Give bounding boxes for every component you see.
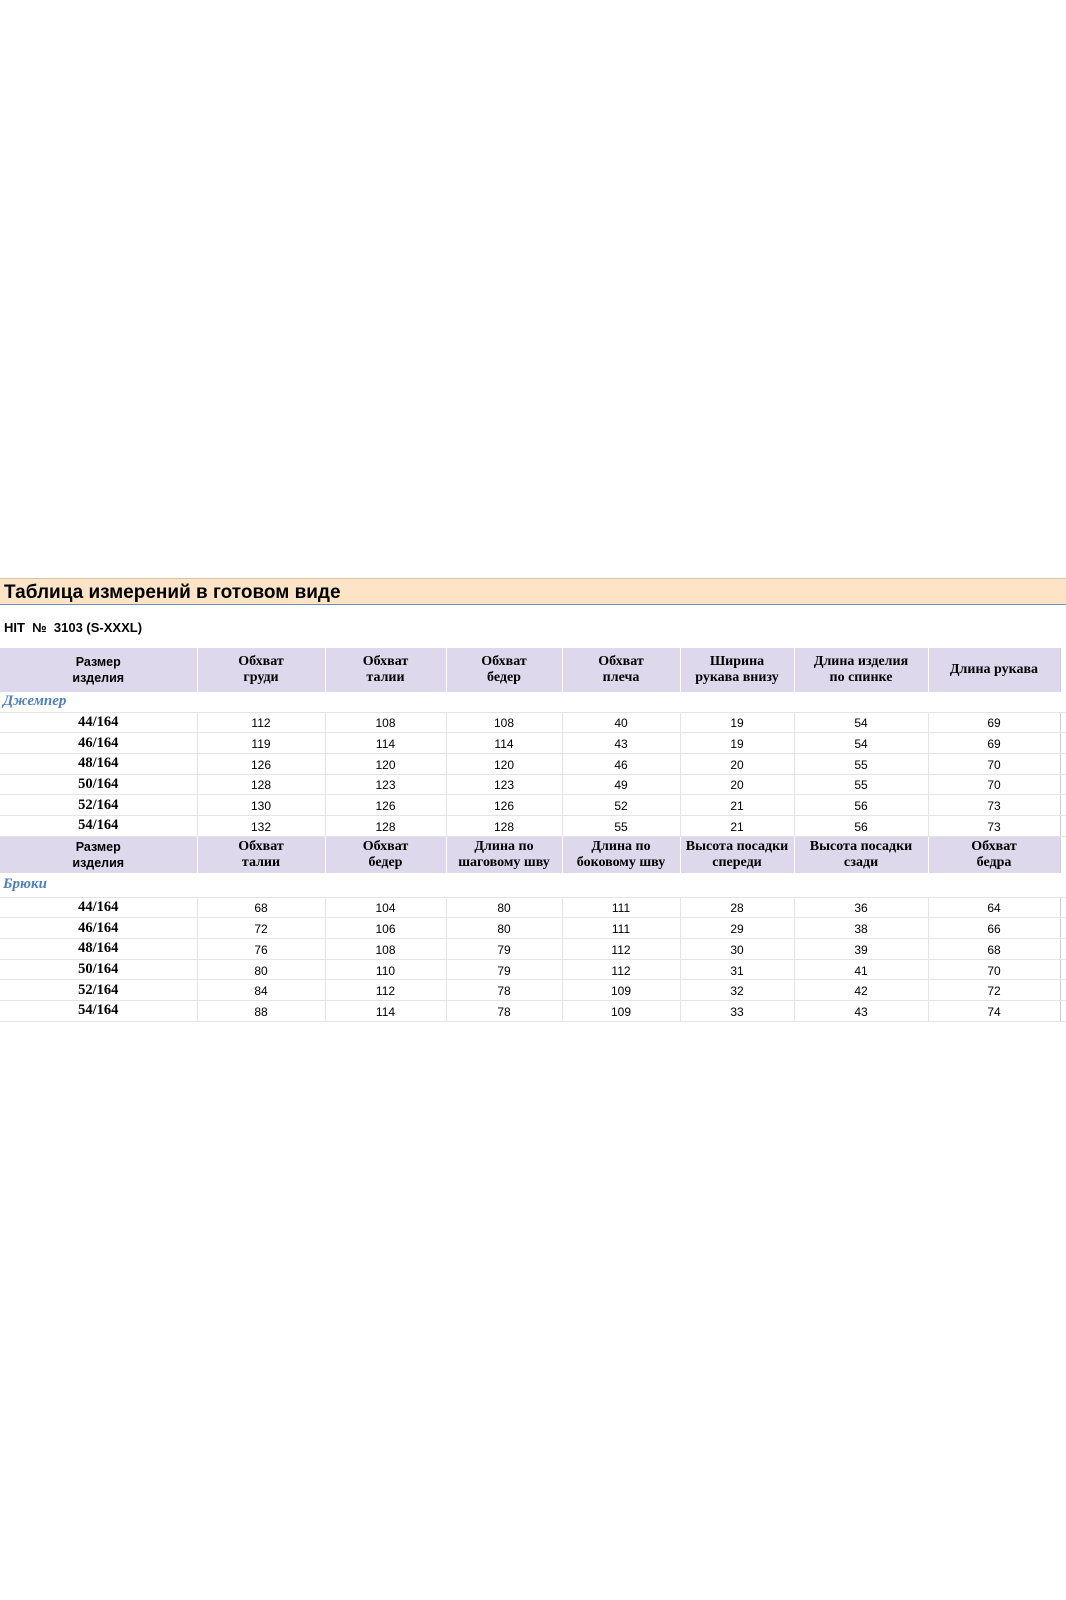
value-cell: 19: [680, 712, 794, 733]
header-text: талии: [366, 670, 405, 685]
table-edge: [1060, 939, 1066, 960]
value-cell: 126: [325, 795, 446, 816]
value-cell: 109: [562, 980, 680, 1001]
value-cell: 70: [928, 959, 1060, 980]
value-cell: 52: [562, 795, 680, 816]
table-edge: [1060, 918, 1066, 939]
value-cell: 21: [680, 795, 794, 816]
table-row: [0, 753, 1066, 774]
value-cell: 119: [197, 733, 325, 754]
header-text: Длина изделия: [813, 654, 909, 669]
value-cell: 88: [197, 1001, 325, 1022]
value-cell: 109: [562, 1001, 680, 1022]
value-cell: 132: [197, 815, 325, 836]
value-cell: 36: [794, 897, 928, 918]
value-cell: 68: [197, 897, 325, 918]
value-cell: 54: [794, 733, 928, 754]
size-chart-table: [0, 648, 1066, 1022]
trousers-section-label: Брюки: [0, 873, 1066, 897]
table-edge: [1060, 980, 1066, 1001]
value-cell: 64: [928, 897, 1060, 918]
value-cell: 120: [325, 753, 446, 774]
table-row: [0, 897, 1066, 918]
jumper-header-row: [0, 648, 1066, 692]
header-text: боковому шву: [576, 854, 666, 870]
value-cell: 19: [680, 733, 794, 754]
value-cell: 78: [446, 980, 562, 1001]
header-text: Высота посадки: [685, 838, 789, 854]
value-cell: 49: [562, 774, 680, 795]
header-text: талии: [241, 854, 281, 870]
value-cell: 38: [794, 918, 928, 939]
value-cell: 28: [680, 897, 794, 918]
size-cell: 48/164: [0, 939, 197, 960]
value-cell: 128: [197, 774, 325, 795]
value-cell: 29: [680, 918, 794, 939]
jumper-header-cell: [0, 648, 197, 692]
value-cell: 79: [446, 939, 562, 960]
table-row: [0, 733, 1066, 754]
trousers-header-cell: [928, 836, 1060, 873]
value-cell: 78: [446, 1001, 562, 1022]
trousers-header-cell: [794, 836, 928, 873]
value-cell: 33: [680, 1001, 794, 1022]
table-edge: [1060, 753, 1066, 774]
size-cell: 46/164: [0, 733, 197, 754]
value-cell: 70: [928, 774, 1060, 795]
value-cell: 69: [928, 712, 1060, 733]
value-cell: 42: [794, 980, 928, 1001]
value-cell: 20: [680, 774, 794, 795]
size-cell: 54/164: [0, 1001, 197, 1022]
table-row: [0, 712, 1066, 733]
trousers-header-cell: [680, 836, 794, 873]
trousers-header-cell: [197, 836, 325, 873]
table-edge: [1060, 815, 1066, 836]
value-cell: 68: [928, 939, 1060, 960]
value-cell: 31: [680, 959, 794, 980]
jumper-header-cell: [197, 648, 325, 692]
value-cell: 126: [446, 795, 562, 816]
table-row: [0, 939, 1066, 960]
value-cell: 130: [197, 795, 325, 816]
jumper-header-cell: [680, 648, 794, 692]
table-row: [0, 795, 1066, 816]
value-cell: 80: [197, 959, 325, 980]
header-text: Обхват: [238, 654, 284, 669]
trousers-header-cell: [325, 836, 446, 873]
header-text: Длина по: [591, 838, 651, 854]
size-cell: 52/164: [0, 795, 197, 816]
table-edge: [1060, 959, 1066, 980]
value-cell: 55: [562, 815, 680, 836]
size-cell: 46/164: [0, 918, 197, 939]
value-cell: 128: [325, 815, 446, 836]
value-cell: 80: [446, 918, 562, 939]
size-cell: 54/164: [0, 815, 197, 836]
value-cell: 112: [562, 939, 680, 960]
jumper-header-cell: [928, 648, 1060, 692]
value-cell: 73: [928, 795, 1060, 816]
header-text: Высота посадки: [809, 838, 913, 854]
value-cell: 30: [680, 939, 794, 960]
table-edge: [1060, 1001, 1066, 1022]
value-cell: 110: [325, 959, 446, 980]
jumper-section-label: Джемпер: [0, 692, 1066, 712]
size-cell: 50/164: [0, 774, 197, 795]
value-cell: 21: [680, 815, 794, 836]
value-cell: 108: [446, 712, 562, 733]
header-text: бедер: [368, 854, 403, 870]
value-cell: 39: [794, 939, 928, 960]
header-text: Обхват: [238, 838, 284, 854]
table-row: [0, 774, 1066, 795]
header-text: Размер: [75, 839, 121, 854]
header-text: по спинке: [829, 670, 893, 685]
table-row: [0, 918, 1066, 939]
value-cell: 55: [794, 753, 928, 774]
trousers-header-cell: [562, 836, 680, 873]
value-cell: 80: [446, 897, 562, 918]
header-text: бедра: [976, 854, 1012, 870]
table-edge: [1060, 897, 1066, 918]
header-text: Обхват: [362, 838, 409, 854]
value-cell: 56: [794, 815, 928, 836]
value-cell: 55: [794, 774, 928, 795]
jumper-header-cell: [562, 648, 680, 692]
table-edge: [1060, 836, 1066, 873]
size-cell: 44/164: [0, 712, 197, 733]
value-cell: 41: [794, 959, 928, 980]
header-text: Длина по: [474, 838, 534, 854]
value-cell: 43: [562, 733, 680, 754]
value-cell: 120: [446, 753, 562, 774]
value-cell: 104: [325, 897, 446, 918]
header-text: изделия: [72, 671, 125, 685]
table-edge: [1060, 712, 1066, 733]
value-cell: 72: [928, 980, 1060, 1001]
value-cell: 74: [928, 1001, 1060, 1022]
value-cell: 84: [197, 980, 325, 1001]
header-text: сзади: [843, 854, 879, 870]
value-cell: 112: [325, 980, 446, 1001]
table-edge: [1060, 774, 1066, 795]
table-edge: [1060, 648, 1066, 692]
table-edge: [1060, 733, 1066, 754]
trousers-header-cell: [446, 836, 562, 873]
value-cell: 79: [446, 959, 562, 980]
value-cell: 114: [325, 733, 446, 754]
header-text: шаговому шву: [458, 854, 550, 870]
table-row: [0, 959, 1066, 980]
header-text: изделия: [72, 855, 125, 870]
header-text: Обхват: [362, 654, 409, 669]
title-bar: [0, 578, 1066, 605]
value-cell: 69: [928, 733, 1060, 754]
value-cell: 70: [928, 753, 1060, 774]
value-cell: 76: [197, 939, 325, 960]
jumper-section-row: [0, 692, 1066, 712]
value-cell: 123: [325, 774, 446, 795]
trousers-section-row: [0, 873, 1066, 897]
header-text: Обхват: [481, 654, 527, 669]
size-cell: 50/164: [0, 959, 197, 980]
value-cell: 112: [562, 959, 680, 980]
value-cell: 108: [325, 712, 446, 733]
size-cell: 48/164: [0, 753, 197, 774]
header-text: Ширина: [709, 654, 765, 669]
header-text: спереди: [712, 854, 762, 870]
value-cell: 108: [325, 939, 446, 960]
value-cell: 128: [446, 815, 562, 836]
value-cell: 32: [680, 980, 794, 1001]
value-cell: 114: [325, 1001, 446, 1022]
header-text: груди: [243, 670, 279, 685]
table-row: [0, 1001, 1066, 1022]
size-cell: 44/164: [0, 897, 197, 918]
page-title: Таблица измерений в готовом виде: [4, 582, 341, 603]
header-text: плеча: [602, 670, 640, 685]
value-cell: 111: [562, 897, 680, 918]
value-cell: 66: [928, 918, 1060, 939]
value-cell: 114: [446, 733, 562, 754]
size-chart-body: [0, 648, 1066, 1021]
value-cell: 126: [197, 753, 325, 774]
value-cell: 54: [794, 712, 928, 733]
jumper-header-cell: [446, 648, 562, 692]
value-cell: 43: [794, 1001, 928, 1022]
table-edge: [1060, 795, 1066, 816]
value-cell: 73: [928, 815, 1060, 836]
header-text: Длина рукава: [949, 662, 1039, 677]
trousers-header-cell: [0, 836, 197, 873]
header-text: бедер: [487, 670, 521, 685]
header-text: Обхват: [598, 654, 644, 669]
header-text: Размер: [75, 655, 121, 669]
value-cell: 20: [680, 753, 794, 774]
table-row: [0, 815, 1066, 836]
jumper-header-cell: [794, 648, 928, 692]
table-row: [0, 980, 1066, 1001]
value-cell: 106: [325, 918, 446, 939]
size-cell: 52/164: [0, 980, 197, 1001]
trousers-header-row: [0, 836, 1066, 873]
value-cell: 40: [562, 712, 680, 733]
value-cell: 112: [197, 712, 325, 733]
header-text: Обхват: [971, 838, 1017, 854]
value-cell: 123: [446, 774, 562, 795]
value-cell: 72: [197, 918, 325, 939]
model-subtitle: HIT № 3103 (S-XXXL): [4, 620, 143, 635]
value-cell: 56: [794, 795, 928, 816]
jumper-header-cell: [325, 648, 446, 692]
value-cell: 46: [562, 753, 680, 774]
value-cell: 111: [562, 918, 680, 939]
header-text: рукава внизу: [695, 670, 779, 685]
